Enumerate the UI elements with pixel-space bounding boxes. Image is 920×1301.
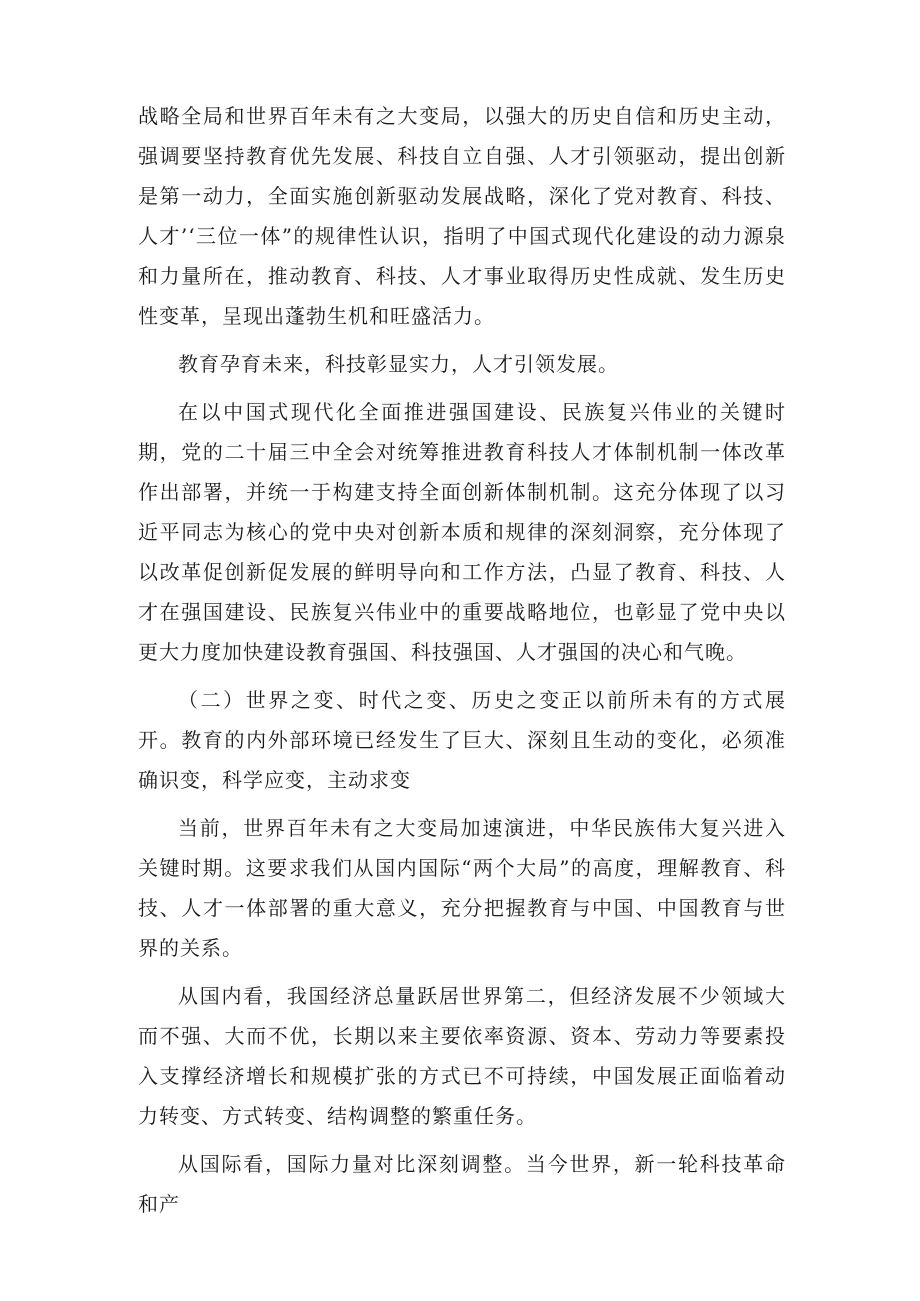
- section-heading-2: （二）世界之变、时代之变、历史之变正以前所未有的方式展开。教育的内外部环境已经发生了巨大、深刻且生动的变化，必须准确识变，科学应变，主动求变: [138, 688, 786, 792]
- paragraph-summary: 教育孕育未来，科技彰显实力，人才引领发展。: [178, 352, 619, 376]
- paragraph-current-situation: 当前，世界百年未有之大变局加速演进，中华民族伟大复兴进入关键时期。这要求我们从国内国际“两个大局”的高度，理解教育、科技、人才一体部署的重大意义，充分把握教育与中国、中国教育与世界的关系。: [138, 816, 786, 960]
- document-page: [138, 96, 786, 1232]
- paragraph-domestic-view: 从国内看，我国经济总量跃居世界第二，但经济发展不少领域大而不强、大而不优，长期以来主要依率资源、资本、劳动力等要素投入支撑经济增长和规模扩张的方式已不可持续，中国发展正面临着动力转变、方式转变、结构调整的繁重任务。: [138, 984, 786, 1128]
- paragraph-continuation: 战略全局和世界百年未有之大变局，以强大的历史自信和历史主动，强调要坚持教育优先发展、科技自立自强、人才引领驱动，提出创新是第一动力，全面实施创新驱动发展战略，深化了党对教育、科技、人才’‘三位一体”的规律性认识，指明了中国式现代化建设的动力源泉和力量所在，推动教育、科技、人才事业取得历史性成就、发生历史性变革，呈现出蓬勃生机和旺盛活力。: [138, 104, 786, 328]
- paragraph-international-view: 从国际看，国际力量对比深刻调整。当今世界，新一轮科技革命和产: [138, 1152, 786, 1216]
- paragraph-third-plenum: 在以中国式现代化全面推进强国建设、民族复兴伟业的关键时期，党的二十届三中全会对统筹推进教育科技人才体制机制一体改革作出部署，并统一于构建支持全面创新体制机制。这充分体现了以习近平同志为核心的党中央对创新本质和规律的深刻洞察，充分体现了以改革促创新促发展的鲜明导向和工作方法，凸显了教育、科技、人才在强国建设、民族复兴伟业中的重要战略地位，也彰显了党中央以更大力度加快建设教育强国、科技强国、人才强国的决心和气晚。: [138, 400, 786, 664]
